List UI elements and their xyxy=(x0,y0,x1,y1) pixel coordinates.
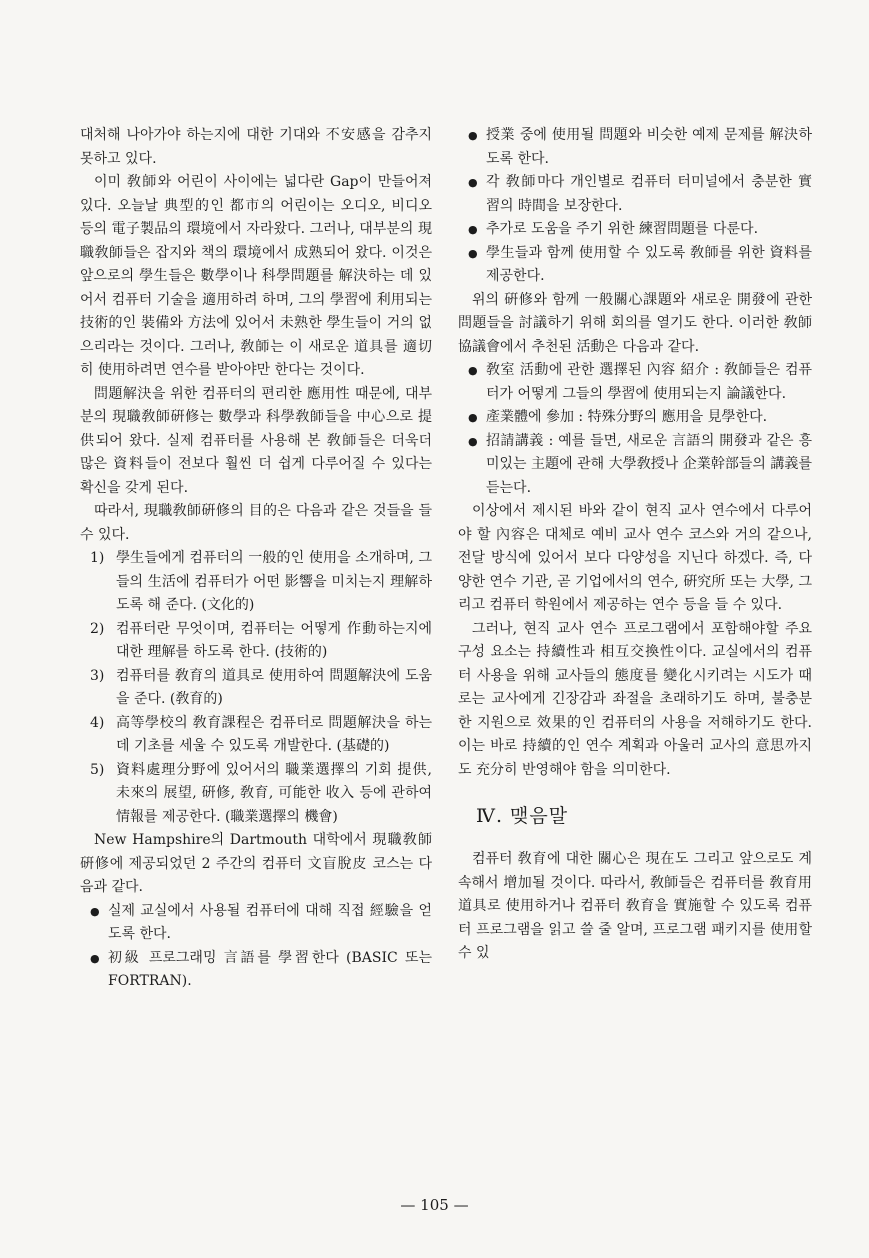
list-item xyxy=(80,759,432,830)
paragraph: 대처해 나아가야 하는지에 대한 기대와 不安感을 감추지 못하고 있다. xyxy=(80,127,432,167)
list-text: 資料處理分野에 있어서의 職業選擇의 기회 提供, 未來의 展望, 硏修, 敎育, 可能한 收入 등에 관하여 情報를 제공한다. (職業選擇의 機會) xyxy=(116,761,432,825)
bullet-icon: ● xyxy=(468,364,478,377)
bullet-item xyxy=(90,947,432,994)
bullet-icon: ● xyxy=(468,411,478,424)
page-number: — 105 — xyxy=(400,1196,469,1214)
bullet-text: 실제 교실에서 사용될 컴퓨터에 대해 직접 經驗을 얻도록 한다. xyxy=(108,902,432,942)
right-column xyxy=(458,124,812,966)
paragraph: 그러나, 현직 교사 연수 프로그램에서 포함해야할 주요 구성 요소는 持續性과 相互交換性이다. 교실에서의 컴퓨터 사용을 위해 교사들의 態度를 變化시키려는 시도가 때로는 교사에게 긴장감과 좌절을 초래하기도 하며, 불충분한 지원으로 效果的인 컴퓨터의 사용을 저해하기도 한다. 이는 바로 持續的인 연수 계획과 아울러 교사의 意思까지도 充分히 반영해야 함을 의미한다. xyxy=(458,620,812,778)
bullet-item xyxy=(468,430,812,501)
bullet-item xyxy=(468,124,812,171)
bullet-icon: ● xyxy=(468,246,478,260)
list-text: 學生들에게 컴퓨터의 一般的인 使用을 소개하며, 그들의 生活에 컴퓨터가 어떤 影響을 미치는지 理解하도록 해 준다. (文化的) xyxy=(116,550,432,613)
list-number: 2) xyxy=(90,620,105,637)
paragraph: 이상에서 제시된 바와 같이 현직 교사 연수에서 다루어야 할 內容은 대체로 예비 교사 연수 코스와 거의 같으나, 전달 방식에 있어서 보다 다양성을 지닌다 하겠다. 즉, 다양한 연수 기관, 곧 기업에서의 연수, 硏究所 또는 大學, 그리고 컴퓨터 학원에서 제공하는 연수 등을 들 수 있다. xyxy=(458,503,812,613)
paragraph: New Hampshire의 Dartmouth 대학에서 現職敎師硏修에 제공되었던 2 주간의 컴퓨터 文盲脫皮 코스는 다음과 같다. xyxy=(80,832,432,895)
list-number: 4) xyxy=(90,714,105,731)
bullet-text: 授業 중에 使用될 問題와 비슷한 예제 문제를 解決하도록 한다. xyxy=(486,127,812,167)
list-text: 高等學校의 敎育課程은 컴퓨터로 問題解決을 하는 데 기초를 세울 수 있도록 개발한다. (基礎的) xyxy=(116,714,432,754)
bullet-icon: ● xyxy=(468,129,478,142)
bullet-text: 產業體에 參加 : 特殊分野의 應用을 見學한다. xyxy=(486,409,768,425)
list-text: 컴퓨터를 敎育의 道具로 使用하여 問題解決에 도움을 준다. (敎育的) xyxy=(116,667,432,707)
list-number: 3) xyxy=(90,667,105,684)
list-number: 5) xyxy=(90,761,105,778)
bullet-item xyxy=(90,900,432,947)
bullet-text: 각 敎師마다 개인별로 컴퓨터 터미널에서 충분한 實習의 時間을 보장한다. xyxy=(486,174,812,214)
bullet-icon: ● xyxy=(468,176,478,189)
bullet-item xyxy=(468,359,812,406)
list-item xyxy=(80,547,432,618)
section-heading: Ⅳ. 맺음말 xyxy=(476,805,569,827)
list-item xyxy=(80,618,432,665)
paragraph: 따라서, 現職敎師硏修의 目的은 다음과 같은 것들을 들 수 있다. xyxy=(80,503,432,543)
bullet-item xyxy=(468,242,812,289)
left-column xyxy=(80,124,432,994)
bullet-text: 추가로 도움을 주기 위한 練習問題를 다룬다. xyxy=(486,221,759,237)
bullet-icon: ● xyxy=(90,904,100,918)
bullet-text: 初級 프로그래밍 言語를 學習한다 (BASIC 또는 FORTRAN). xyxy=(108,949,432,989)
bullet-item xyxy=(468,171,812,218)
paragraph: 컴퓨터 敎育에 대한 關心은 現在도 그리고 앞으로도 계속해서 增加될 것이다. 따라서, 敎師들은 컴퓨터를 敎育用 道具로 使用하거나 컴퓨터 敎育을 實施할 수 있도록 컴퓨터 프로그램을 읽고 쓸 줄 알며, 프로그램 패키지를 使用할 수 있 xyxy=(458,851,812,961)
bullet-icon: ● xyxy=(90,951,100,965)
list-text: 컴퓨터란 무엇이며, 컴퓨터는 어떻게 作動하는지에 대한 理解를 하도록 한다. (技術的) xyxy=(116,620,432,660)
paragraph: 問題解決을 위한 컴퓨터의 편리한 應用性 때문에, 대부분의 現職敎師硏修는 數學과 科學敎師들을 中心으로 提供되어 왔다. 실제 컴퓨터를 사용해 본 敎師들은 더욱더 많은 資料들이 전보다 훨씬 더 쉽게 다루어질 수 있다는 확신을 갖게 된다. xyxy=(80,385,432,496)
paragraph: 위의 硏修와 함께 一般關心課題와 새로운 開發에 관한 問題들을 討議하기 위해 회의를 열기도 한다. 이러한 敎師協議會에서 추천된 活動은 다음과 같다. xyxy=(458,291,812,355)
list-item xyxy=(80,665,432,712)
bullet-icon: ● xyxy=(468,223,478,236)
bullet-item xyxy=(468,406,812,430)
paragraph: 이미 敎師와 어린이 사이에는 넓다란 Gap이 만들어져 있다. 오늘날 典型的인 都市의 어린이는 오디오, 비디오 등의 電子製品의 環境에서 자라왔다. 그러나, 대부분의 現職敎師들은 잡지와 책의 環境에서 成熟되어 왔다. 이것은 앞으로의 學生들은 數學이나 科學問題를 解決하는 데 있어서 컴퓨터 기술을 適用하려 하며, 그의 學習에 利用되는 技術的인 裝備와 方法에 있어서 未熟한 學生들이 거의 없으리라는 것이다. 그러나, 敎師는 이 새로운 道具를 適切히 使用하려면 연수를 받아야만 한다는 것이다. xyxy=(80,174,432,378)
bullet-text: 招請講義 : 예를 들면, 새로운 言語의 開發과 같은 흥미있는 主題에 관해 大學敎授나 企業幹部들의 講義를 듣는다. xyxy=(486,432,812,496)
bullet-text: 學生들과 함께 使用할 수 있도록 敎師를 위한 資料를 제공한다. xyxy=(486,244,812,284)
list-number: 1) xyxy=(90,550,105,566)
list-item xyxy=(80,712,432,759)
bullet-icon: ● xyxy=(468,434,478,448)
bullet-item xyxy=(468,218,812,242)
bullet-text: 敎室 活動에 관한 選擇된 內容 紹介 : 敎師들은 컴퓨터가 어떻게 그들의 學習에 使用되는지 論議한다. xyxy=(486,362,812,402)
